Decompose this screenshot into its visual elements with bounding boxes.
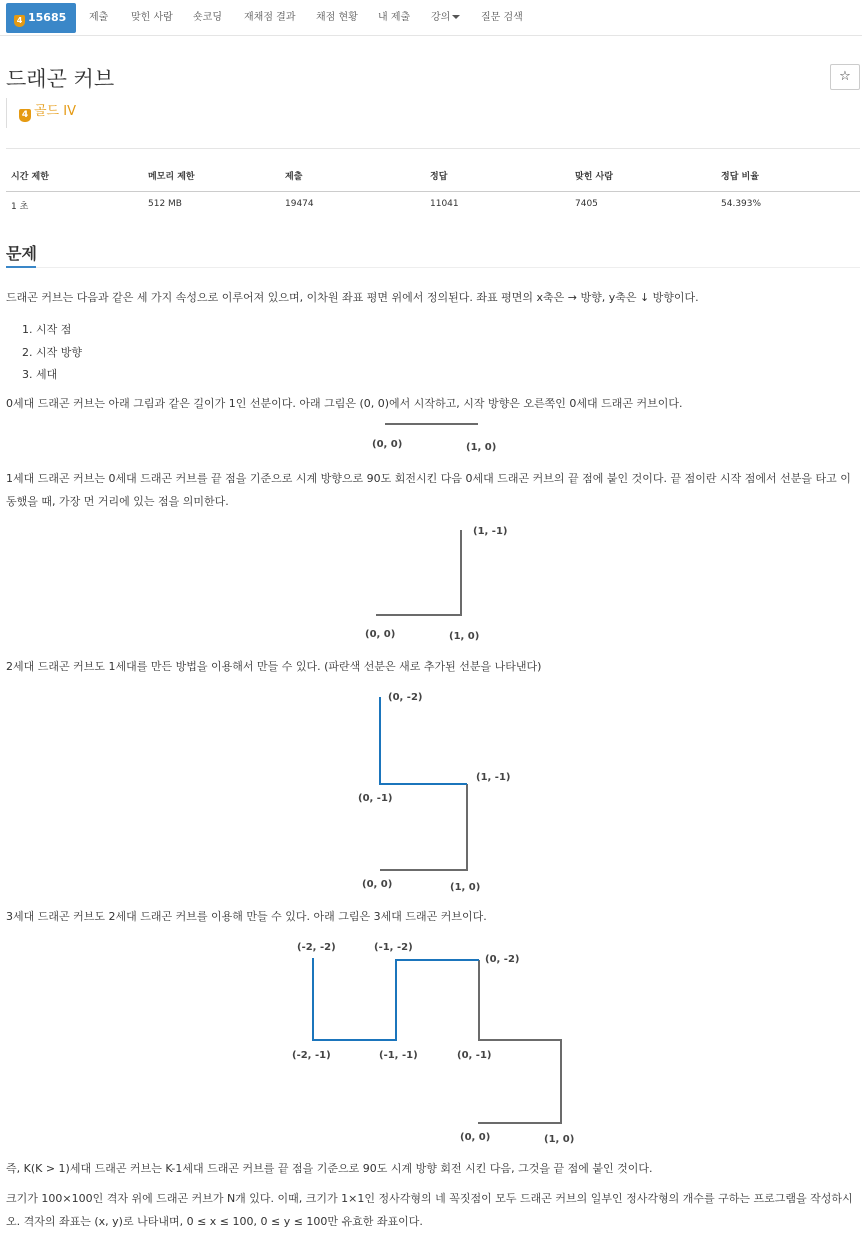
- nav-rejudge-results[interactable]: 재채점 결과: [244, 12, 296, 23]
- nav-submit[interactable]: 제출: [89, 12, 109, 23]
- point-label: (-2, -2): [297, 942, 336, 953]
- paragraph-gen2: 2세대 드래곤 커브도 1세대를 만든 방법을 이용해서 만들 수 있다. (파란색 선분은 새로 추가된 선분을 나타낸다): [6, 660, 542, 673]
- paragraph-gen0: 0세대 드래곤 커브는 아래 그림과 같은 길이가 1인 선분이다. 아래 그림은 (0, 0)에서 시작하고, 시작 방향은 오른쪽인 0세대 드래곤 커브이다.: [6, 397, 683, 410]
- paragraph-task: 크기가 100×100인 격자 위에 드래곤 커브가 N개 있다. 이때, 크기가 1×1인 정사각형의 네 꼭짓점이 모두 드래곤 커브의 일부인 정사각형의 개수를 구하는 프로그램을 작성하시오. 격자의 좌표는 (x, y)로 나타내며, 0 ≤ x ≤ 100, 0 ≤ y ≤ 100만 유효한 좌표이다.: [6, 1192, 853, 1228]
- problem-title: 드래곤 커브: [6, 67, 115, 91]
- point-label: (0, 0): [460, 1132, 491, 1143]
- nav-my-submissions[interactable]: 내 제출: [378, 12, 411, 23]
- tier-icon: 4: [14, 15, 25, 27]
- point-label: (1, -1): [476, 772, 511, 783]
- section-heading-problem: 문제: [6, 244, 37, 263]
- point-label: (0, 0): [372, 439, 403, 450]
- point-label: (0, -1): [457, 1050, 492, 1061]
- header-solved-users: 맞힌 사람: [575, 172, 613, 182]
- nav-short-coding[interactable]: 숏코딩: [193, 12, 222, 23]
- point-label: (-1, -1): [379, 1050, 418, 1061]
- point-label: (0, -1): [358, 793, 393, 804]
- point-label: (0, -2): [485, 954, 520, 965]
- star-button[interactable]: ☆: [830, 64, 860, 90]
- value-submissions: 19474: [285, 199, 314, 209]
- nav-judge-status[interactable]: 채점 현황: [316, 12, 358, 23]
- figure-gen2: [358, 692, 511, 893]
- list-item: 1. 시작 점: [22, 323, 72, 336]
- paragraph-intro: 드래곤 커브는 다음과 같은 세 가지 속성으로 이루어져 있으며, 이차원 좌표 평면 위에서 정의된다. 좌표 평면의 x축은 → 방향, y축은 ↓ 방향이다.: [6, 291, 699, 304]
- tier-label: 골드 IV: [34, 104, 76, 119]
- paragraph-general: 즉, K(K > 1)세대 드래곤 커브는 K-1세대 드래곤 커브를 끝 점을 기준으로 90도 시계 방향 회전 시킨 다음, 그것을 끝 점에 붙인 것이다.: [6, 1162, 653, 1175]
- value-accept-ratio: 54.393%: [721, 199, 762, 209]
- value-memory-limit: 512 MB: [148, 199, 182, 209]
- header-memory-limit: 메모리 제한: [148, 172, 195, 182]
- header-accept-ratio: 정답 비율: [721, 172, 759, 182]
- figure-gen0: [372, 424, 496, 453]
- figure-gen3: [292, 942, 574, 1145]
- segment-new: [380, 697, 467, 784]
- point-label: (1, 0): [450, 882, 481, 893]
- segment-old: [478, 960, 561, 1123]
- figure-gen1: [365, 526, 508, 642]
- header-submissions: 제출: [285, 172, 303, 182]
- segment-old: [376, 530, 461, 615]
- paragraph-gen1: 1세대 드래곤 커브는 0세대 드래곤 커브를 끝 점을 기준으로 시계 방향으로 90도 회전시킨 다음 0세대 드래곤 커브의 끝 점에 붙인 것이다. 끝 점이란 시작 점에서 선분을 타고 이동했을 때, 가장 먼 거리에 있는 점을 의미한다.: [6, 472, 851, 508]
- list-item: 2. 시작 방향: [22, 346, 82, 359]
- point-label: (0, 0): [362, 879, 393, 890]
- nav-question-search[interactable]: 질문 검색: [481, 12, 523, 23]
- point-label: (1, 0): [449, 631, 480, 642]
- tier-icon: 4: [19, 109, 31, 122]
- point-label: (0, -2): [388, 692, 423, 703]
- point-label: (1, 0): [544, 1134, 575, 1145]
- value-time-limit: 1 초: [11, 202, 29, 212]
- nav-lectures-label: 강의: [431, 12, 451, 23]
- point-label: (1, -1): [473, 526, 508, 537]
- list-item: 3. 세대: [22, 368, 58, 381]
- nav-solved-users[interactable]: 맞힌 사람: [131, 12, 173, 23]
- header-time-limit: 시간 제한: [11, 172, 49, 182]
- value-accepted: 11041: [430, 199, 459, 209]
- point-label: (-1, -2): [374, 942, 413, 953]
- header-accepted: 정답: [430, 172, 448, 182]
- point-label: (0, 0): [365, 629, 396, 640]
- point-label: (-2, -1): [292, 1050, 331, 1061]
- point-label: (1, 0): [466, 442, 497, 453]
- problem-id-label: 15685번: [14, 11, 67, 54]
- value-solved-users: 7405: [575, 199, 598, 209]
- segment-old: [380, 784, 467, 870]
- segment-new: [313, 958, 479, 1040]
- paragraph-gen3: 3세대 드래곤 커브도 2세대 드래곤 커브를 이용해 만들 수 있다. 아래 그림은 3세대 드래곤 커브이다.: [6, 910, 487, 923]
